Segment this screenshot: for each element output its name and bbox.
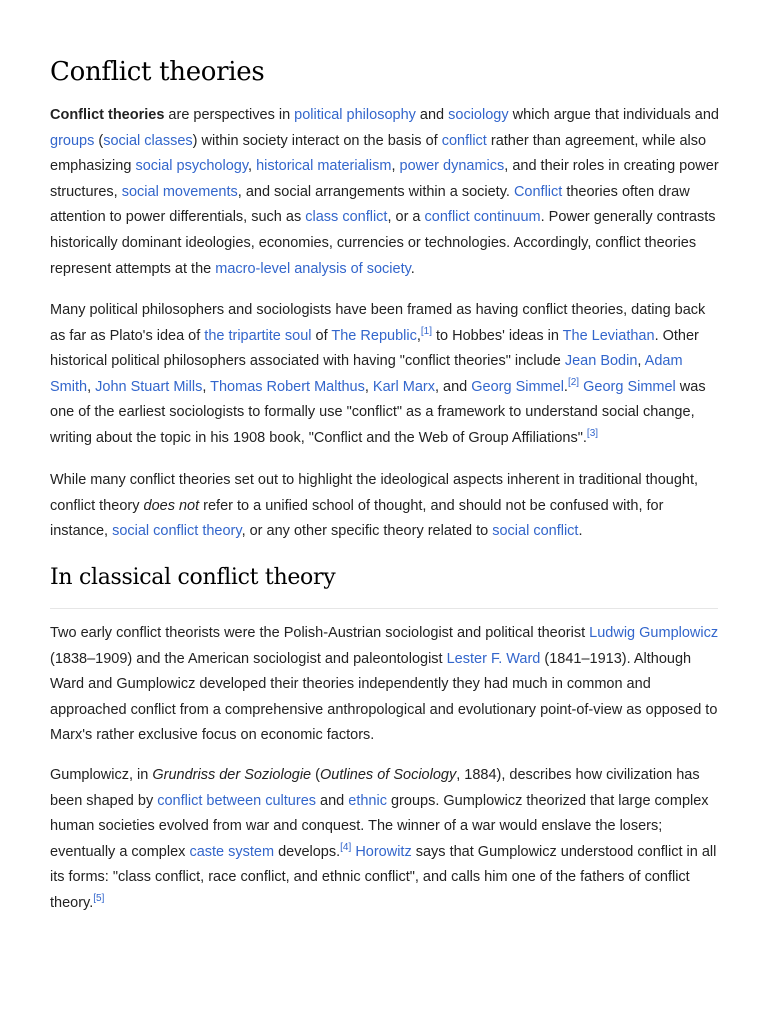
link-ethnic[interactable]: ethnic [348,792,387,809]
link-groups[interactable]: groups [50,132,95,149]
link-historical-materialism[interactable]: historical materialism [256,158,392,175]
link-lester-ward[interactable]: Lester F. Ward [446,650,541,667]
link-conflict-2[interactable]: Conflict [513,183,563,200]
section-heading: In classical conflict theory [50,565,336,590]
link-tripartite-soul[interactable]: the tripartite soul [204,327,312,344]
link-social-psychology[interactable]: social psychology [135,158,249,175]
link-social-classes[interactable]: social classes [103,132,193,149]
link-class-conflict[interactable]: class conflict [305,209,388,226]
section-divider [50,608,718,609]
emphasis-text: does not [143,497,200,514]
link-conflict-continuum[interactable]: conflict continuum [424,209,541,226]
link-georg-simmel[interactable]: Georg Simmel [471,378,564,395]
intro-paragraph: Conflict theories are perspectives in political philosophy and sociology which argue that individuals and groups (social classes) within society interact on the basis of conflict rather than agreement, while also emphasizing social psychology, historical materialism, power dynamics, and their roles in creating power structures, social movements, and social arrangements within a society. Conflict theories often draw attention to power differentials, such as class conflict, or a conflict continuum. Power generally contrasts historically dominant ideologies, economies, currencies or technologies. Accordingly, conflict theories represent attempts at the macro-level analysis of society. [50,107,719,277]
link-conflict-between-cultures[interactable]: conflict between cultures [157,792,317,809]
citation-4[interactable]: [4] [340,841,352,853]
link-power-dynamics[interactable]: power dynamics [399,158,505,175]
bold-term: Conflict theories [50,107,165,123]
link-conflict[interactable]: conflict [441,132,487,149]
citation-1[interactable]: [1] [420,325,432,337]
link-thomas-malthus[interactable]: Thomas Robert Malthus [210,378,365,395]
link-john-stuart-mills[interactable]: John Stuart Mills [95,378,203,395]
link-ludwig-gumplowicz[interactable]: Ludwig Gumplowicz [589,625,719,641]
history-paragraph: Many political philosophers and sociologists have been framed as having conflict theories, dating back as far as Plato's idea of the tripartite soul of The Republic,[1] to Hobbes' ideas in The Leviathan. Other historical political philosophers associated with having "conflict theories" include Jean Bodin, Adam Smith, John Stuart Mills, Thomas Robert Malthus, Karl Marx, and Georg Simmel.[2] Georg Simmel was one of the earliest sociologists to formally use "conflict" as a framework to understand social change, writing about the topic in his 1908 book, "Conflict and the Web of Group Affiliations".[3] [50,302,706,446]
link-macro-level-analysis[interactable]: macro-level analysis of society [215,260,411,277]
gumplowicz-paragraph: Gumplowicz, in Grundriss der Soziologie (Outlines of Sociology, 1884), describes how civilization has been shaped by conflict between cultures and ethnic groups. Gumplowicz theorized that large complex human societies evolved from war and conquest. The winner of a war would enslave the losers; eventually a complex caste system develops.[4] Horowitz says that Gumplowicz understood conflict in all its forms: "class conflict, race conflict, and ethnic conflict", and calls him one of the fathers of conflict theory.[5] [50,767,717,911]
citation-2[interactable]: [2] [567,376,580,388]
distinction-paragraph: While many conflict theories set out to highlight the ideological aspects inherent in traditional thought, conflict theory does not refer to a unified school of thought, and should not be confused with, for instance, social conflict theory, or any other specific theory related to social conflict. [50,472,699,540]
link-horowitz[interactable]: Horowitz [355,843,412,860]
link-sociology[interactable]: sociology [448,107,509,123]
citation-5[interactable]: [5] [93,893,105,905]
link-the-leviathan[interactable]: The Leviathan [562,327,655,344]
link-the-republic[interactable]: The Republic [331,327,417,344]
book-title-german: Grundriss der Soziologie [152,767,312,783]
page-title: Conflict theories [50,57,265,87]
link-georg-simmel-2[interactable]: Georg Simmel [583,378,676,395]
link-jean-bodin[interactable]: Jean Bodin [564,353,638,370]
link-karl-marx[interactable]: Karl Marx [372,378,435,395]
link-social-conflict[interactable]: social conflict [492,523,579,540]
citation-3[interactable]: [3] [586,428,599,440]
book-title-english: Outlines of Sociology [319,767,457,783]
link-caste-system[interactable]: caste system [189,843,275,860]
link-social-conflict-theory[interactable]: social conflict theory [112,523,242,540]
classical-paragraph: Two early conflict theorists were the Polish-Austrian sociologist and political theorist Ludwig Gumplowicz (1838–1909) and the American sociologist and paleontologist Lester F. Ward (1841–1913). Although Ward and Gumplowicz developed their theories independently they had much in common and approached conflict from a comprehensive anthropological and evolutionary point-of-view as opposed to Marx's rather exclusive focus on economic factors. [50,625,719,744]
link-adam-smith[interactable]: Adam Smith [50,353,683,395]
link-political-philosophy[interactable]: political philosophy [294,107,416,123]
link-social-movements[interactable]: social movements [121,183,238,200]
